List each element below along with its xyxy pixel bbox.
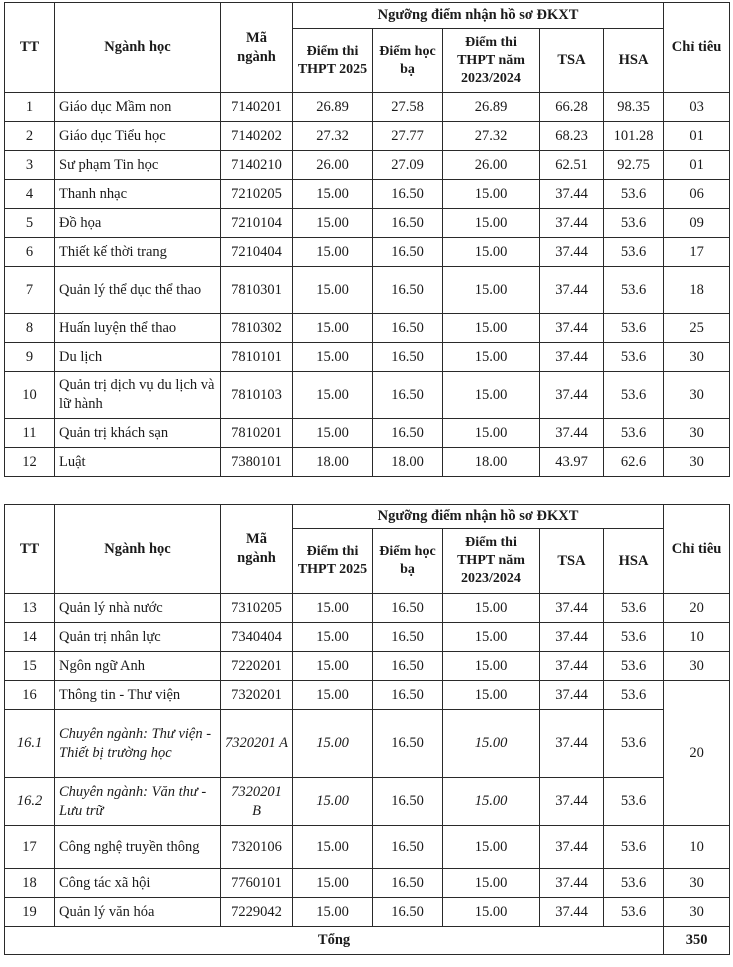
row-diem-thpt-2023-2024: 15.00 — [443, 826, 540, 869]
row-ma: 7210104 — [221, 209, 293, 238]
row-tsa: 37.44 — [540, 710, 604, 778]
row-diem-thpt-2023-2024: 26.00 — [443, 151, 540, 180]
row-hsa: 62.6 — [604, 448, 664, 477]
row-nganh: Thanh nhạc — [55, 180, 221, 209]
row-diem-hoc-ba: 16.50 — [373, 623, 443, 652]
row-diem-thpt-2023-2024: 15.00 — [443, 594, 540, 623]
row-hsa: 92.75 — [604, 151, 664, 180]
row-diem-hoc-ba: 18.00 — [373, 448, 443, 477]
row-tt: 2 — [5, 122, 55, 151]
row-chi-tieu: 10 — [664, 623, 730, 652]
header-tt: TT — [5, 3, 55, 93]
row-diem-thpt-2025: 26.89 — [293, 93, 373, 122]
header-group: Ngưỡng điểm nhận hồ sơ ĐKXT — [293, 3, 664, 29]
row-tt: 12 — [5, 448, 55, 477]
row-tt: 17 — [5, 826, 55, 869]
table-row — [5, 594, 730, 623]
total-label: Tổng — [5, 927, 664, 955]
row-chi-tieu: 30 — [664, 419, 730, 448]
row-diem-thpt-2025: 15.00 — [293, 180, 373, 209]
row-hsa: 53.6 — [604, 180, 664, 209]
row-tsa: 37.44 — [540, 778, 604, 826]
row-tt: 9 — [5, 343, 55, 372]
row-hsa: 53.6 — [604, 343, 664, 372]
row-diem-hoc-ba: 27.09 — [373, 151, 443, 180]
header-tsa: TSA — [540, 29, 604, 93]
row-diem-thpt-2025: 15.00 — [293, 372, 373, 419]
row-tt: 16.2 — [5, 778, 55, 826]
row-ma: 7320201 — [221, 681, 293, 710]
row-tsa: 37.44 — [540, 343, 604, 372]
table-row — [5, 267, 730, 314]
table-row — [5, 778, 730, 826]
header-tsa: TSA — [540, 529, 604, 594]
table-row — [5, 238, 730, 267]
row-diem-hoc-ba: 16.50 — [373, 180, 443, 209]
row-ma: 7229042 — [221, 898, 293, 927]
row-diem-hoc-ba: 16.50 — [373, 778, 443, 826]
row-hsa: 53.6 — [604, 238, 664, 267]
row-tsa: 37.44 — [540, 180, 604, 209]
row-nganh: Luật — [55, 448, 221, 477]
row-diem-thpt-2025: 15.00 — [293, 710, 373, 778]
row-tt: 13 — [5, 594, 55, 623]
row-nganh: Huấn luyện thể thao — [55, 314, 221, 343]
row-diem-thpt-2023-2024: 15.00 — [443, 898, 540, 927]
table-row — [5, 826, 730, 869]
row-diem-thpt-2025: 15.00 — [293, 898, 373, 927]
row-hsa: 53.6 — [604, 267, 664, 314]
row-tt: 11 — [5, 419, 55, 448]
row-nganh: Đồ họa — [55, 209, 221, 238]
row-ma: 7810201 — [221, 419, 293, 448]
table-row — [5, 151, 730, 180]
table-row — [5, 710, 730, 778]
row-diem-thpt-2023-2024: 15.00 — [443, 681, 540, 710]
table-row — [5, 681, 730, 710]
row-diem-thpt-2023-2024: 15.00 — [443, 343, 540, 372]
row-tsa: 37.44 — [540, 826, 604, 869]
row-hsa: 53.6 — [604, 372, 664, 419]
row-tt: 6 — [5, 238, 55, 267]
row-nganh: Quản lý văn hóa — [55, 898, 221, 927]
row-diem-thpt-2023-2024: 15.00 — [443, 623, 540, 652]
table-row — [5, 652, 730, 681]
row-ma: 7810103 — [221, 372, 293, 419]
row-tt: 15 — [5, 652, 55, 681]
row-diem-thpt-2025: 15.00 — [293, 209, 373, 238]
row-diem-hoc-ba: 16.50 — [373, 869, 443, 898]
row-ma: 7220201 — [221, 652, 293, 681]
row-nganh: Quản trị nhân lực — [55, 623, 221, 652]
header-ma: Mã ngành — [221, 505, 293, 594]
table-row — [5, 898, 730, 927]
row-chi-tieu: 01 — [664, 122, 730, 151]
row-ma: 7320201 A — [221, 710, 293, 778]
row-diem-thpt-2023-2024: 15.00 — [443, 419, 540, 448]
row-hsa: 53.6 — [604, 623, 664, 652]
row-tsa: 37.44 — [540, 419, 604, 448]
table-row — [5, 93, 730, 122]
row-tt: 19 — [5, 898, 55, 927]
table-row — [5, 448, 730, 477]
row-ma: 7340404 — [221, 623, 293, 652]
row-diem-thpt-2023-2024: 15.00 — [443, 209, 540, 238]
row-diem-hoc-ba: 16.50 — [373, 238, 443, 267]
header-nganh: Ngành học — [55, 3, 221, 93]
row-diem-thpt-2023-2024: 15.00 — [443, 180, 540, 209]
header-hsa: HSA — [604, 29, 664, 93]
row-chi-tieu: 30 — [664, 869, 730, 898]
table-row — [5, 372, 730, 419]
row-chi-tieu: 30 — [664, 372, 730, 419]
row-diem-thpt-2025: 15.00 — [293, 681, 373, 710]
row-nganh: Quản trị khách sạn — [55, 419, 221, 448]
row-tt: 16 — [5, 681, 55, 710]
row-chi-tieu: 25 — [664, 314, 730, 343]
row-diem-thpt-2023-2024: 15.00 — [443, 652, 540, 681]
row-tsa: 37.44 — [540, 623, 604, 652]
row-diem-thpt-2025: 15.00 — [293, 869, 373, 898]
row-chi-tieu: 30 — [664, 652, 730, 681]
row-nganh: Quản lý nhà nước — [55, 594, 221, 623]
row-diem-thpt-2023-2024: 15.00 — [443, 869, 540, 898]
row-diem-thpt-2025: 27.32 — [293, 122, 373, 151]
header-hocba: Điểm học bạ — [373, 529, 443, 594]
row-tsa: 66.28 — [540, 93, 604, 122]
row-ma: 7810302 — [221, 314, 293, 343]
row-diem-thpt-2023-2024: 26.89 — [443, 93, 540, 122]
row-hsa: 53.6 — [604, 652, 664, 681]
row-tsa: 37.44 — [540, 681, 604, 710]
header-hsa: HSA — [604, 529, 664, 594]
row-tt: 16.1 — [5, 710, 55, 778]
row-ma: 7140210 — [221, 151, 293, 180]
table-row — [5, 869, 730, 898]
row-hsa: 98.35 — [604, 93, 664, 122]
row-nganh: Chuyên ngành: Thư viện - Thiết bị trường học — [55, 710, 221, 778]
row-chi-tieu: 09 — [664, 209, 730, 238]
row-diem-thpt-2025: 18.00 — [293, 448, 373, 477]
row-tsa: 37.44 — [540, 372, 604, 419]
row-chi-tieu: 03 — [664, 93, 730, 122]
row-diem-hoc-ba: 27.58 — [373, 93, 443, 122]
table-row — [5, 419, 730, 448]
row-tsa: 37.44 — [540, 209, 604, 238]
row-diem-hoc-ba: 16.50 — [373, 372, 443, 419]
row-diem-thpt-2023-2024: 15.00 — [443, 314, 540, 343]
row-ma: 7310205 — [221, 594, 293, 623]
row-nganh: Chuyên ngành: Văn thư - Lưu trữ — [55, 778, 221, 826]
row-tt: 4 — [5, 180, 55, 209]
row-diem-hoc-ba: 16.50 — [373, 209, 443, 238]
row-hsa: 53.6 — [604, 681, 664, 710]
row-hsa: 53.6 — [604, 898, 664, 927]
row-nganh: Thiết kế thời trang — [55, 238, 221, 267]
total-value: 350 — [664, 927, 730, 955]
row-nganh: Sư phạm Tin học — [55, 151, 221, 180]
row-tsa: 37.44 — [540, 314, 604, 343]
header-hocba: Điểm học bạ — [373, 29, 443, 93]
header-thpt2324: Điểm thi THPT năm 2023/2024 — [443, 529, 540, 594]
row-chi-tieu: 18 — [664, 267, 730, 314]
row-tsa: 43.97 — [540, 448, 604, 477]
row-ma: 7320106 — [221, 826, 293, 869]
row-chi-tieu: 30 — [664, 448, 730, 477]
row-tsa: 37.44 — [540, 238, 604, 267]
header-tt: TT — [5, 505, 55, 594]
row-ma: 7810101 — [221, 343, 293, 372]
header-thpt2025: Điểm thi THPT 2025 — [293, 29, 373, 93]
row-hsa: 53.6 — [604, 869, 664, 898]
admission-table-2 — [4, 504, 730, 955]
row-hsa: 53.6 — [604, 419, 664, 448]
row-chi-tieu: 20 — [664, 681, 730, 826]
row-diem-thpt-2025: 15.00 — [293, 238, 373, 267]
row-diem-thpt-2023-2024: 15.00 — [443, 710, 540, 778]
row-tsa: 68.23 — [540, 122, 604, 151]
row-diem-thpt-2025: 15.00 — [293, 267, 373, 314]
row-chi-tieu: 20 — [664, 594, 730, 623]
row-diem-thpt-2025: 15.00 — [293, 343, 373, 372]
row-ma: 7380101 — [221, 448, 293, 477]
row-diem-thpt-2023-2024: 27.32 — [443, 122, 540, 151]
row-chi-tieu: 30 — [664, 343, 730, 372]
header-chitieu: Chỉ tiêu — [664, 505, 730, 594]
header-chitieu: Chỉ tiêu — [664, 3, 730, 93]
row-tt: 3 — [5, 151, 55, 180]
row-tt: 14 — [5, 623, 55, 652]
row-tt: 18 — [5, 869, 55, 898]
row-nganh: Quản trị dịch vụ du lịch và lữ hành — [55, 372, 221, 419]
header-thpt2025: Điểm thi THPT 2025 — [293, 529, 373, 594]
row-ma: 7320201 B — [221, 778, 293, 826]
row-diem-thpt-2025: 15.00 — [293, 594, 373, 623]
row-diem-thpt-2025: 15.00 — [293, 419, 373, 448]
row-chi-tieu: 17 — [664, 238, 730, 267]
header-ma: Mã ngành — [221, 3, 293, 93]
row-hsa: 53.6 — [604, 314, 664, 343]
row-ma: 7140202 — [221, 122, 293, 151]
table-row — [5, 623, 730, 652]
row-diem-hoc-ba: 27.77 — [373, 122, 443, 151]
row-diem-thpt-2025: 15.00 — [293, 652, 373, 681]
row-diem-thpt-2023-2024: 15.00 — [443, 267, 540, 314]
row-tsa: 62.51 — [540, 151, 604, 180]
row-diem-thpt-2023-2024: 15.00 — [443, 372, 540, 419]
row-hsa: 53.6 — [604, 710, 664, 778]
table-row — [5, 122, 730, 151]
row-tt: 1 — [5, 93, 55, 122]
row-diem-thpt-2025: 15.00 — [293, 623, 373, 652]
row-diem-hoc-ba: 16.50 — [373, 594, 443, 623]
row-diem-thpt-2023-2024: 15.00 — [443, 238, 540, 267]
header-group: Ngưỡng điểm nhận hồ sơ ĐKXT — [293, 505, 664, 529]
row-ma: 7140201 — [221, 93, 293, 122]
row-tt: 8 — [5, 314, 55, 343]
row-nganh: Thông tin - Thư viện — [55, 681, 221, 710]
row-diem-hoc-ba: 16.50 — [373, 681, 443, 710]
row-tt: 10 — [5, 372, 55, 419]
row-tt: 7 — [5, 267, 55, 314]
row-chi-tieu: 06 — [664, 180, 730, 209]
row-ma: 7210404 — [221, 238, 293, 267]
row-diem-hoc-ba: 16.50 — [373, 314, 443, 343]
row-chi-tieu: 10 — [664, 826, 730, 869]
row-nganh: Giáo dục Mầm non — [55, 93, 221, 122]
row-diem-thpt-2023-2024: 18.00 — [443, 448, 540, 477]
row-diem-thpt-2025: 15.00 — [293, 778, 373, 826]
row-diem-hoc-ba: 16.50 — [373, 267, 443, 314]
header-nganh: Ngành học — [55, 505, 221, 594]
row-diem-hoc-ba: 16.50 — [373, 826, 443, 869]
row-ma: 7210205 — [221, 180, 293, 209]
row-nganh: Công tác xã hội — [55, 869, 221, 898]
row-nganh: Ngôn ngữ Anh — [55, 652, 221, 681]
row-hsa: 53.6 — [604, 778, 664, 826]
row-diem-thpt-2025: 15.00 — [293, 826, 373, 869]
row-nganh: Du lịch — [55, 343, 221, 372]
row-hsa: 53.6 — [604, 594, 664, 623]
row-tsa: 37.44 — [540, 594, 604, 623]
row-tsa: 37.44 — [540, 898, 604, 927]
row-diem-hoc-ba: 16.50 — [373, 419, 443, 448]
row-hsa: 101.28 — [604, 122, 664, 151]
row-nganh: Quản lý thể dục thể thao — [55, 267, 221, 314]
row-tsa: 37.44 — [540, 267, 604, 314]
row-diem-thpt-2023-2024: 15.00 — [443, 778, 540, 826]
row-ma: 7810301 — [221, 267, 293, 314]
table-row — [5, 343, 730, 372]
row-tsa: 37.44 — [540, 652, 604, 681]
row-diem-hoc-ba: 16.50 — [373, 343, 443, 372]
table-row — [5, 209, 730, 238]
admission-table-1 — [4, 2, 730, 477]
row-diem-thpt-2025: 26.00 — [293, 151, 373, 180]
row-diem-thpt-2025: 15.00 — [293, 314, 373, 343]
row-diem-hoc-ba: 16.50 — [373, 898, 443, 927]
table-row — [5, 180, 730, 209]
row-tsa: 37.44 — [540, 869, 604, 898]
header-thpt2324: Điểm thi THPT năm 2023/2024 — [443, 29, 540, 93]
row-chi-tieu: 30 — [664, 898, 730, 927]
table-row — [5, 314, 730, 343]
row-nganh: Giáo dục Tiểu học — [55, 122, 221, 151]
row-chi-tieu: 01 — [664, 151, 730, 180]
row-hsa: 53.6 — [604, 826, 664, 869]
row-nganh: Công nghệ truyền thông — [55, 826, 221, 869]
row-diem-hoc-ba: 16.50 — [373, 652, 443, 681]
row-tt: 5 — [5, 209, 55, 238]
row-hsa: 53.6 — [604, 209, 664, 238]
row-ma: 7760101 — [221, 869, 293, 898]
row-diem-hoc-ba: 16.50 — [373, 710, 443, 778]
